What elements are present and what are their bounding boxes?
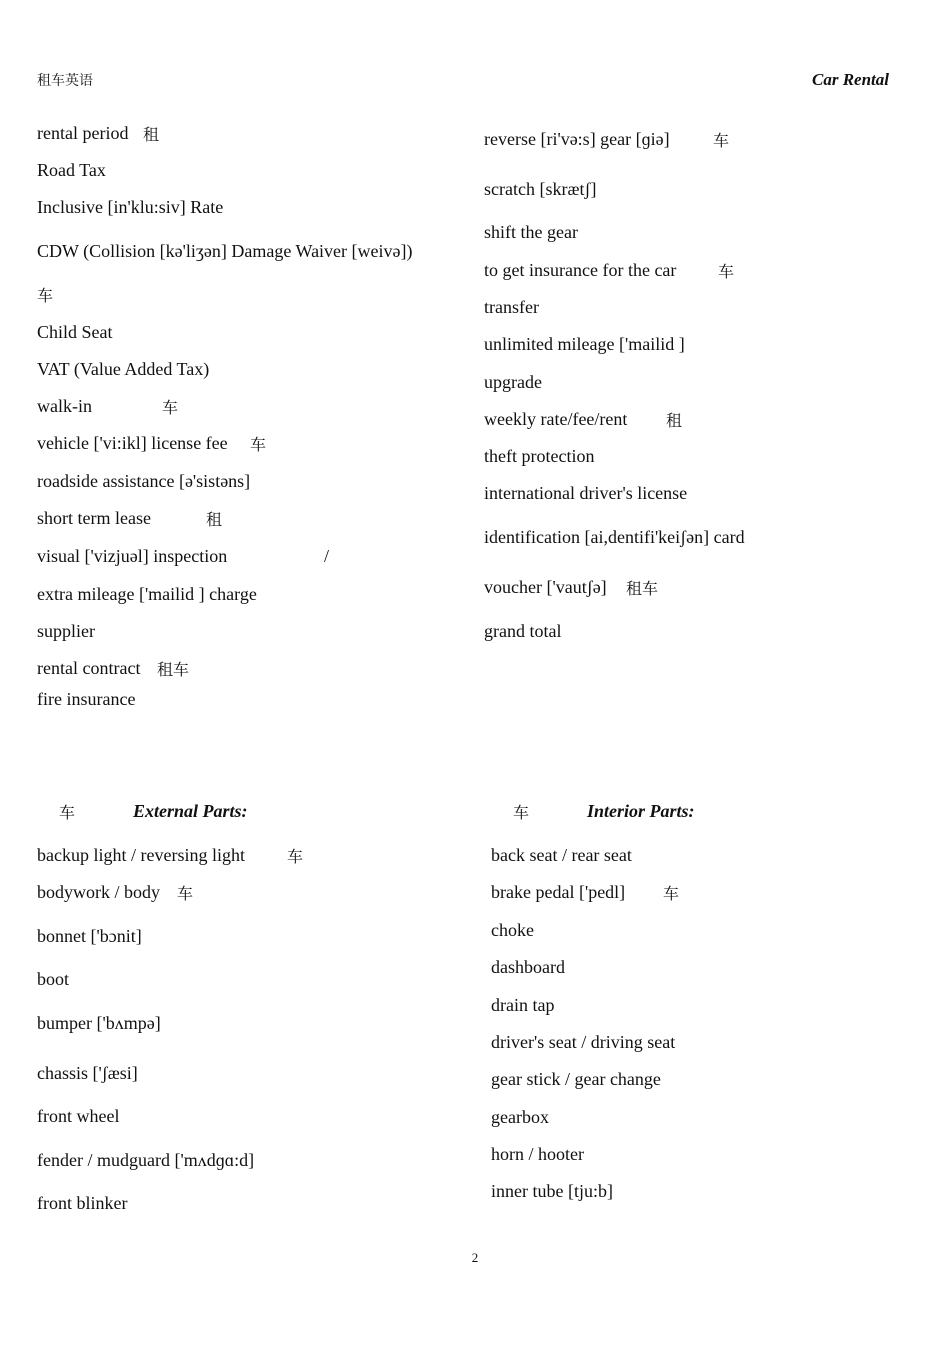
- list-item: identification [ai,dentifi'keiʃən] card: [484, 527, 745, 547]
- header-right-title: Car Rental: [812, 70, 889, 89]
- list-item: unlimited mileage ['mailid ]: [484, 334, 685, 354]
- list-item: vehicle ['vi:ikl] license fee: [37, 433, 228, 453]
- list-item: roadside assistance [ə'sistəns]: [37, 471, 251, 491]
- list-item: bumper ['bʌmpə]: [37, 1013, 161, 1033]
- list-item: backup light / reversing light: [37, 845, 245, 865]
- list-item: shift the gear: [484, 222, 578, 242]
- list-item: rental contract: [37, 658, 141, 678]
- list-item: brake pedal ['pedl]: [491, 882, 626, 902]
- chinese-gloss: 车: [718, 262, 735, 281]
- list-item: choke: [491, 920, 534, 940]
- chinese-gloss: 车: [713, 131, 730, 150]
- list-item: bodywork / body: [37, 882, 160, 902]
- list-item: weekly rate/fee/rent: [484, 409, 628, 429]
- section-gloss: 车: [513, 803, 530, 822]
- chinese-gloss: 租: [143, 125, 160, 144]
- chinese-gloss: 租车: [626, 579, 659, 598]
- list-item: front blinker: [37, 1193, 128, 1213]
- list-item: scratch [skrætʃ]: [484, 179, 597, 199]
- list-item: driver's seat / driving seat: [491, 1032, 676, 1052]
- list-item: reverse [ri'və:s] gear [ɡiə]: [484, 129, 670, 149]
- list-item: international driver's license: [484, 483, 688, 503]
- list-item: chassis ['ʃæsi]: [37, 1063, 138, 1083]
- chinese-gloss: 车: [287, 847, 304, 866]
- list-item: transfer: [484, 297, 539, 317]
- chinese-gloss: 车: [663, 884, 680, 903]
- list-item: upgrade: [484, 372, 542, 392]
- list-item: drain tap: [491, 995, 555, 1015]
- list-item: CDW (Collision [kə'liʒən] Damage Waiver [weivə]): [37, 241, 413, 261]
- list-item: back seat / rear seat: [491, 845, 632, 865]
- list-item: inner tube [tju:b]: [491, 1181, 613, 1201]
- chinese-gloss: 租车: [157, 660, 190, 679]
- section-gloss: 车: [59, 803, 76, 822]
- list-item: horn / hooter: [491, 1144, 584, 1164]
- list-item: dashboard: [491, 957, 565, 977]
- list-item: front wheel: [37, 1106, 120, 1126]
- page-number: 2: [471, 1250, 479, 1265]
- list-item: voucher ['vautʃə]: [484, 577, 607, 597]
- list-item: Inclusive [in'klu:siv] Rate: [37, 197, 224, 217]
- list-item: walk-in: [37, 396, 92, 416]
- chinese-gloss: 车: [177, 884, 194, 903]
- list-item: boot: [37, 969, 70, 989]
- list-item: fire insurance: [37, 689, 136, 709]
- list-item: fender / mudguard ['mʌdɡɑ:d]: [37, 1150, 255, 1170]
- header-left-title: 租车英语: [37, 73, 93, 89]
- section-title-external: External Parts:: [133, 801, 248, 821]
- list-item: theft protection: [484, 446, 595, 466]
- list-item: bonnet ['bɔnit]: [37, 926, 142, 946]
- chinese-gloss: /: [324, 546, 330, 566]
- list-item: supplier: [37, 621, 95, 641]
- chinese-gloss: 车: [250, 435, 267, 454]
- list-item: gearbox: [491, 1107, 549, 1127]
- list-item: grand total: [484, 621, 562, 641]
- chinese-gloss: 租: [666, 411, 683, 430]
- list-item: extra mileage ['mailid ] charge: [37, 584, 257, 604]
- section-title-interior: Interior Parts:: [587, 801, 695, 821]
- list-item: Child Seat: [37, 322, 113, 342]
- chinese-gloss: 租: [206, 510, 223, 529]
- list-item: VAT (Value Added Tax): [37, 359, 210, 379]
- chinese-gloss: 车: [37, 286, 54, 305]
- list-item: short term lease: [37, 508, 151, 528]
- list-item: visual ['vizjuəl] inspection: [37, 546, 228, 566]
- chinese-gloss: 车: [162, 398, 179, 417]
- list-item: Road Tax: [37, 160, 106, 180]
- list-item: to get insurance for the car: [484, 260, 677, 280]
- list-item: rental period: [37, 123, 129, 143]
- list-item: gear stick / gear change: [491, 1069, 661, 1089]
